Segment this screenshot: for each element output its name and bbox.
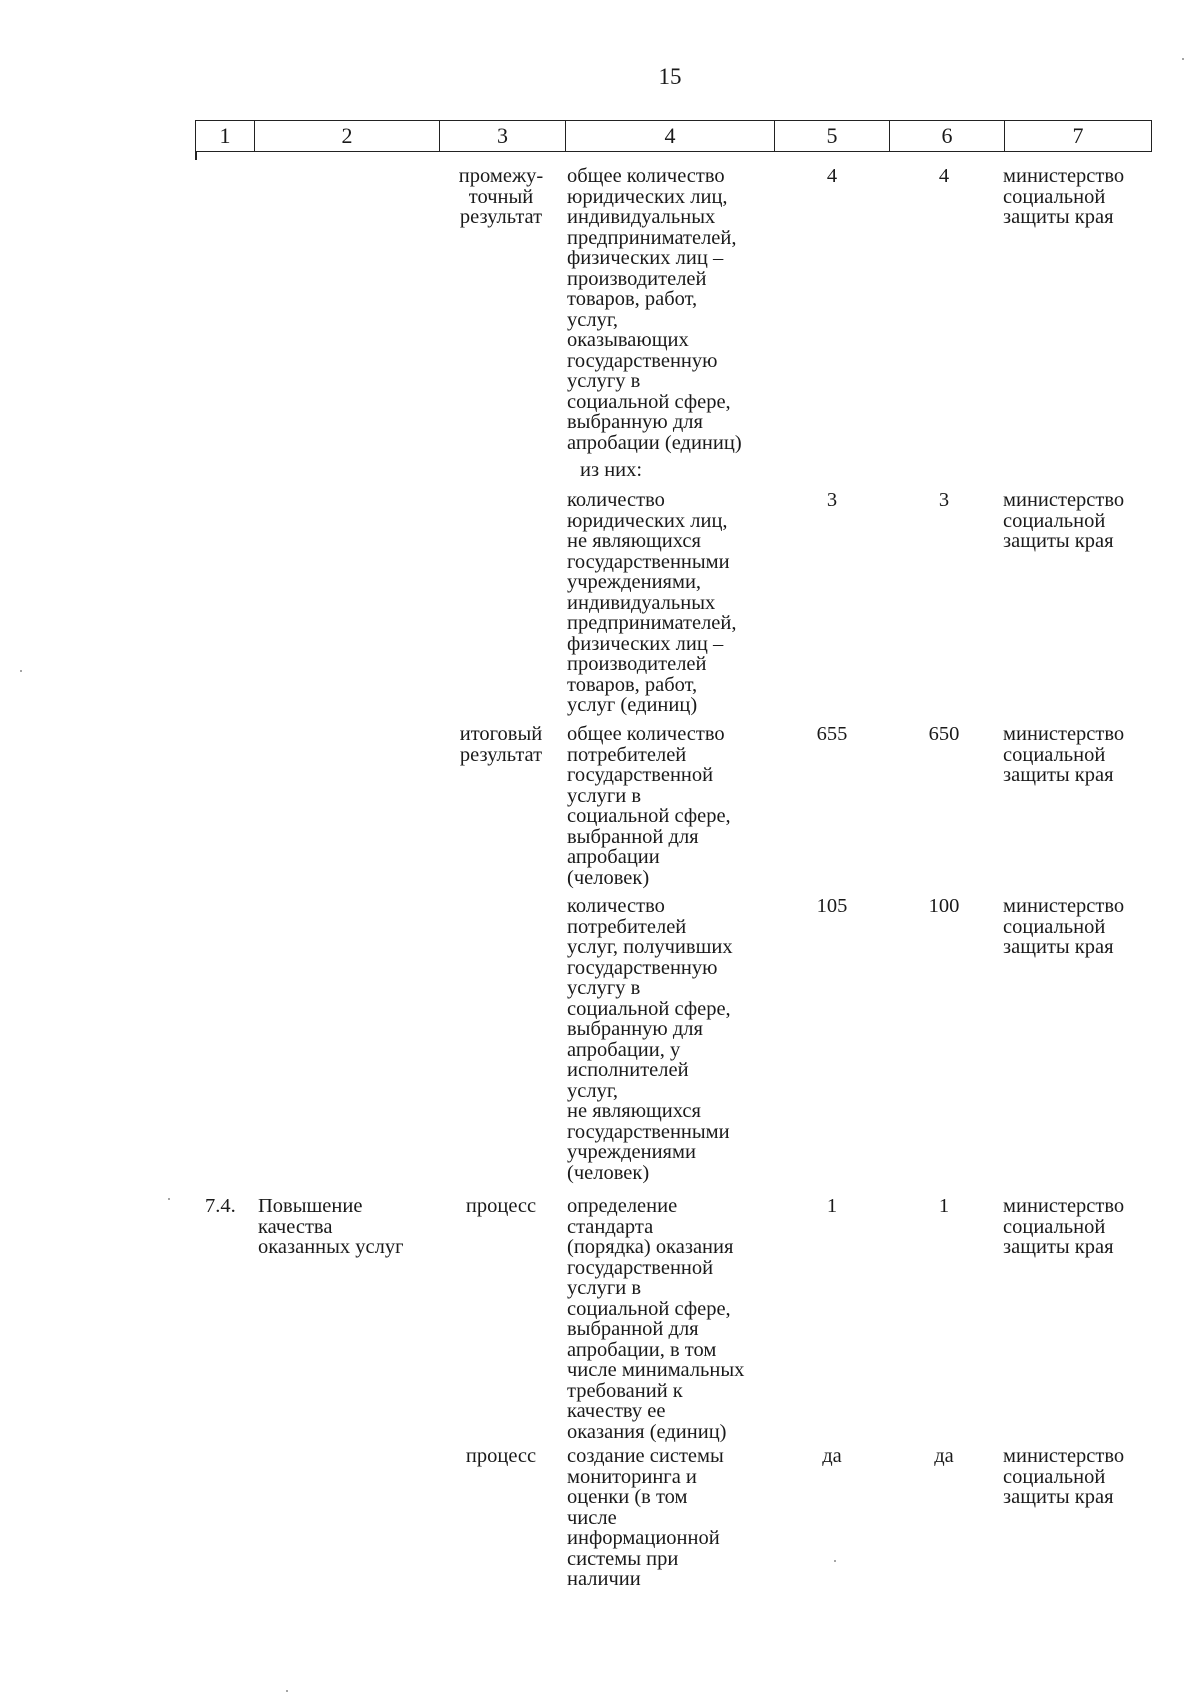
- item-number: 7.4.: [205, 1195, 236, 1217]
- column-header-5: 5: [775, 121, 890, 152]
- scan-speck: [20, 670, 22, 672]
- column-header-1: 1: [196, 121, 255, 152]
- scan-speck: [168, 1198, 170, 1200]
- indicator-text: общее количество юридических лиц, индивидуальных предпринимателей, физических лиц – производителей товаров, работ, услуг, оказывающих государственную услугу в социальной сфере, выбранную для апробации (единиц): [567, 165, 742, 454]
- result-type: процесс: [465, 1445, 537, 1467]
- responsible-executor: министерство социальной защиты края: [1003, 895, 1125, 958]
- value-col6: 1: [938, 1195, 950, 1217]
- indicator-text: количество юридических лиц, не являющихся государственными учреждениями, индивидуальных предпринимателей, физических лиц – производителей товаров, работ, услуг (единиц): [567, 489, 737, 716]
- value-col6: 650: [928, 723, 960, 745]
- responsible-executor: министерство социальной защиты края: [1003, 165, 1125, 228]
- indicator-text: создание системы мониторинга и оценки (в том числе информационной системы при наличии: [567, 1445, 724, 1590]
- table-left-rule: [195, 152, 197, 160]
- indicator-text: количество потребителей услуг, получивших государственную услугу в социальной сфере, выбранную для апробации, у исполнителей услуг, не являющихся государственными учреждениями (человек): [567, 895, 733, 1184]
- responsible-executor: министерство социальной защиты края: [1003, 1445, 1125, 1508]
- page-number: 15: [658, 64, 682, 89]
- subheading-of-which: из них:: [580, 459, 643, 481]
- column-header-7: 7: [1005, 121, 1152, 152]
- column-header-6: 6: [890, 121, 1005, 152]
- result-type: итоговый результат: [459, 723, 543, 766]
- scan-speck: [834, 1560, 836, 1562]
- activity-name: Повышение качества оказанных услуг: [258, 1195, 404, 1258]
- responsible-executor: министерство социальной защиты края: [1003, 723, 1125, 786]
- result-type: промежу- точный результат: [458, 165, 544, 228]
- scan-speck: [1182, 58, 1184, 60]
- column-header-3: 3: [440, 121, 566, 152]
- value-col5: 3: [826, 489, 838, 511]
- responsible-executor: министерство социальной защиты края: [1003, 489, 1125, 552]
- column-header-2: 2: [255, 121, 440, 152]
- indicator-text: определение стандарта (порядка) оказания государственной услуги в социальной сфере, выбранной для апробации, в том числе минимальных требований к качеству ее оказания (единиц): [567, 1195, 745, 1443]
- value-col5: 1: [826, 1195, 838, 1217]
- result-type: процесс: [465, 1195, 537, 1217]
- value-col5: да: [822, 1445, 842, 1467]
- value-col5: 4: [826, 165, 838, 187]
- column-header-4: 4: [566, 121, 775, 152]
- value-col6: 100: [928, 895, 960, 917]
- column-number-header: [195, 120, 1152, 152]
- responsible-executor: министерство социальной защиты края: [1003, 1195, 1125, 1258]
- value-col6: 4: [938, 165, 950, 187]
- value-col5: 105: [816, 895, 848, 917]
- scan-speck: [286, 1690, 288, 1692]
- value-col6: да: [934, 1445, 954, 1467]
- value-col6: 3: [938, 489, 950, 511]
- value-col5: 655: [816, 723, 848, 745]
- indicator-text: общее количество потребителей государственной услуги в социальной сфере, выбранной для апробации (человек): [567, 723, 731, 889]
